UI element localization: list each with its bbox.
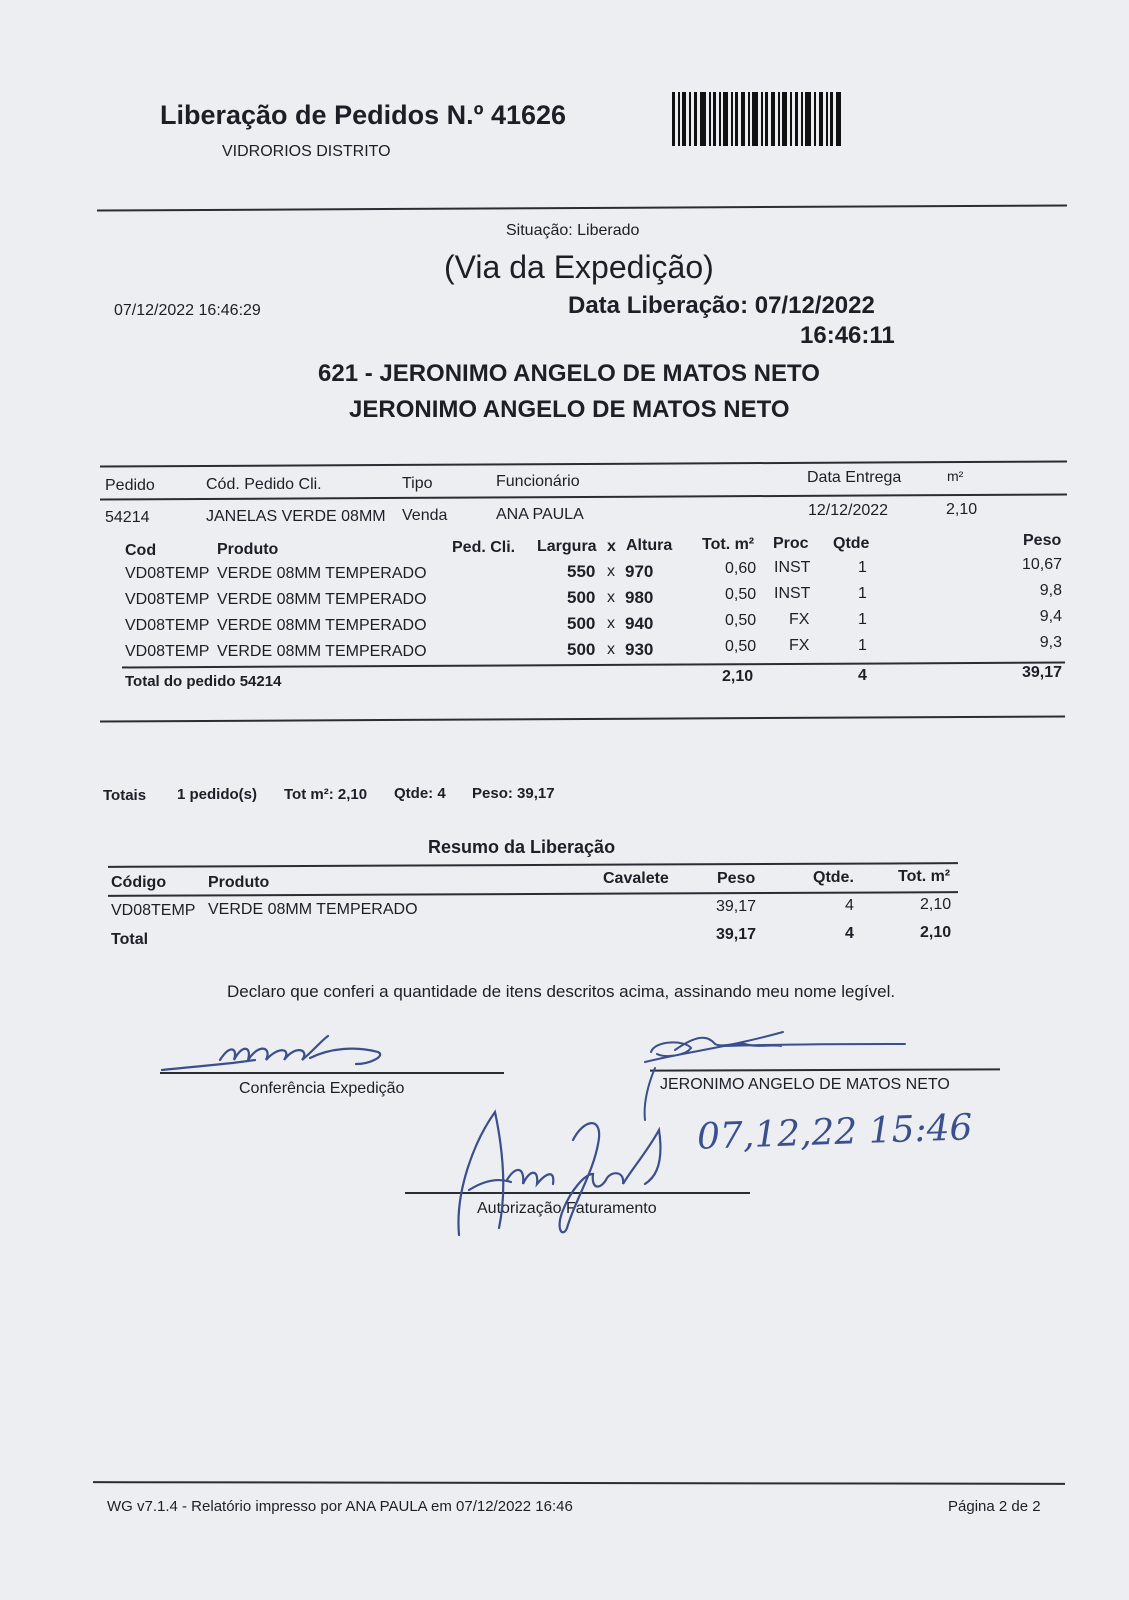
item-x: x	[607, 563, 615, 580]
order-client-code: JANELAS VERDE 08MM	[206, 508, 386, 525]
item-header-proc: Proc	[773, 535, 809, 552]
item-header-ped-cli: Ped. Cli.	[452, 539, 516, 556]
summary-peso: 39,17	[716, 898, 757, 915]
item-largura: 550	[567, 562, 596, 581]
handwritten-signature-autorizacao	[455, 1110, 685, 1240]
order-type: Venda	[402, 507, 448, 524]
summary-total-qtde: 4	[845, 925, 854, 942]
summary-header-tot-m2: Tot. m²	[898, 868, 951, 885]
item-produto: VERDE 08MM TEMPERADO	[217, 643, 427, 660]
item-altura: 940	[625, 614, 654, 633]
item-produto: VERDE 08MM TEMPERADO	[217, 591, 427, 608]
signature-label-autorizacao: Autorização Faturamento	[477, 1200, 657, 1217]
col-header-cod-pedido-cli: Cód. Pedido Cli.	[206, 476, 322, 493]
summary-header-cavalete: Cavalete	[603, 870, 669, 887]
divider	[100, 493, 1067, 500]
copy-type: (Via da Expedição)	[444, 249, 714, 285]
summary-header-qtde: Qtde.	[813, 869, 854, 886]
summary-total-tot-m2: 2,10	[920, 924, 952, 941]
item-produto: VERDE 08MM TEMPERADO	[217, 617, 427, 634]
handwritten-date: 07,12,22 15:46	[696, 1107, 974, 1158]
order-employee: ANA PAULA	[496, 506, 584, 523]
item-produto: VERDE 08MM TEMPERADO	[217, 565, 427, 582]
item-cod: VD08TEMP	[125, 617, 210, 634]
signature-label-cliente: JERONIMO ANGELO DE MATOS NETO	[660, 1076, 950, 1093]
item-header-largura: Largura	[537, 538, 597, 555]
item-header-produto: Produto	[217, 541, 279, 558]
item-largura: 500	[567, 614, 596, 633]
item-proc: INST	[774, 585, 811, 602]
item-tot-m2: 0,50	[725, 586, 757, 603]
item-header-altura: Altura	[626, 537, 673, 554]
item-x: x	[607, 589, 615, 606]
divider	[100, 460, 1067, 467]
col-header-m2: m²	[947, 468, 964, 484]
item-peso: 9,3	[1039, 634, 1062, 651]
item-header-peso: Peso	[1023, 532, 1062, 549]
totals-qtde: Qtde: 4	[394, 785, 446, 802]
client-name: JERONIMO ANGELO DE MATOS NETO	[349, 396, 790, 423]
col-header-pedido: Pedido	[105, 477, 155, 494]
item-qtde: 1	[858, 611, 867, 628]
item-qtde: 1	[858, 585, 867, 602]
order-total-qtde: 4	[858, 667, 867, 684]
item-largura: 500	[567, 640, 596, 659]
footer-report-info: WG v7.1.4 - Relatório impresso por ANA PAULA em 07/12/2022 16:46	[107, 1498, 573, 1515]
item-peso: 9,4	[1039, 608, 1062, 625]
col-header-data-entrega: Data Entrega	[807, 469, 902, 486]
barcode	[672, 92, 846, 148]
summary-header-peso: Peso	[717, 870, 756, 887]
summary-codigo: VD08TEMP	[111, 902, 196, 919]
release-time: 16:46:11	[800, 322, 895, 349]
release-date: Data Liberação: 07/12/2022	[568, 292, 875, 319]
item-header-qtde: Qtde	[833, 535, 870, 552]
summary-total-peso: 39,17	[716, 926, 757, 943]
handwritten-signature-conferencia	[160, 1030, 420, 1080]
company-name: VIDRORIOS DISTRITO	[222, 143, 391, 160]
divider	[97, 204, 1067, 211]
item-proc: FX	[789, 637, 810, 654]
item-tot-m2: 0,60	[725, 560, 757, 577]
totals-pedidos: 1 pedido(s)	[177, 786, 258, 803]
summary-qtde: 4	[845, 897, 854, 914]
order-total-m2: 2,10	[722, 668, 754, 685]
item-peso: 9,8	[1039, 582, 1062, 599]
item-cod: VD08TEMP	[125, 643, 210, 660]
item-altura: 980	[625, 588, 654, 607]
item-x: x	[607, 641, 615, 658]
summary-tot-m2: 2,10	[920, 896, 952, 913]
handwritten-signature-cliente	[645, 1022, 985, 1122]
col-header-funcionario: Funcionário	[496, 473, 580, 490]
item-header-tot-m2: Tot. m²	[702, 536, 755, 553]
summary-title: Resumo da Liberação	[428, 837, 616, 857]
item-header-cod: Cod	[125, 542, 157, 559]
summary-header-codigo: Código	[111, 874, 167, 891]
order-m2: 2,10	[946, 501, 978, 518]
divider	[108, 891, 958, 897]
footer-page-number: Página 2 de 2	[948, 1498, 1041, 1515]
totals-m2: Tot m²: 2,10	[284, 786, 368, 803]
item-cod: VD08TEMP	[125, 565, 210, 582]
item-tot-m2: 0,50	[725, 638, 757, 655]
col-header-tipo: Tipo	[402, 475, 433, 492]
totals-label: Totais	[103, 787, 147, 804]
item-x: x	[607, 615, 615, 632]
item-header-x: x	[607, 538, 616, 555]
item-qtde: 1	[858, 637, 867, 654]
item-peso: 10,67	[1021, 556, 1062, 573]
item-cod: VD08TEMP	[125, 591, 210, 608]
declaration-text: Declaro que conferi a quantidade de itens descritos acima, assinando meu nome legível.	[227, 982, 896, 1001]
summary-total-label: Total	[111, 931, 149, 948]
item-proc: INST	[774, 559, 811, 576]
signature-label-conferencia: Conferência Expedição	[239, 1080, 405, 1097]
document-title: Liberação de Pedidos N.º 41626	[160, 100, 567, 130]
order-delivery-date: 12/12/2022	[808, 502, 889, 519]
item-altura: 970	[625, 562, 654, 581]
item-largura: 500	[567, 588, 596, 607]
summary-header-produto: Produto	[208, 874, 270, 891]
printed-timestamp: 07/12/2022 16:46:29	[114, 302, 261, 319]
item-altura: 930	[625, 640, 654, 659]
summary-produto: VERDE 08MM TEMPERADO	[208, 901, 418, 918]
item-proc: FX	[789, 611, 810, 628]
footer-divider	[93, 1481, 1065, 1485]
totals-peso: Peso: 39,17	[472, 785, 555, 802]
item-qtde: 1	[858, 559, 867, 576]
item-tot-m2: 0,50	[725, 612, 757, 629]
divider	[122, 662, 1065, 669]
divider	[100, 715, 1065, 722]
order-total-peso: 39,17	[1021, 664, 1062, 681]
status-text: Situação: Liberado	[506, 222, 640, 239]
order-number: 54214	[105, 509, 150, 526]
client-code-name: 621 - JERONIMO ANGELO DE MATOS NETO	[318, 360, 820, 387]
divider	[108, 862, 958, 868]
order-total-label: Total do pedido 54214	[125, 673, 282, 690]
